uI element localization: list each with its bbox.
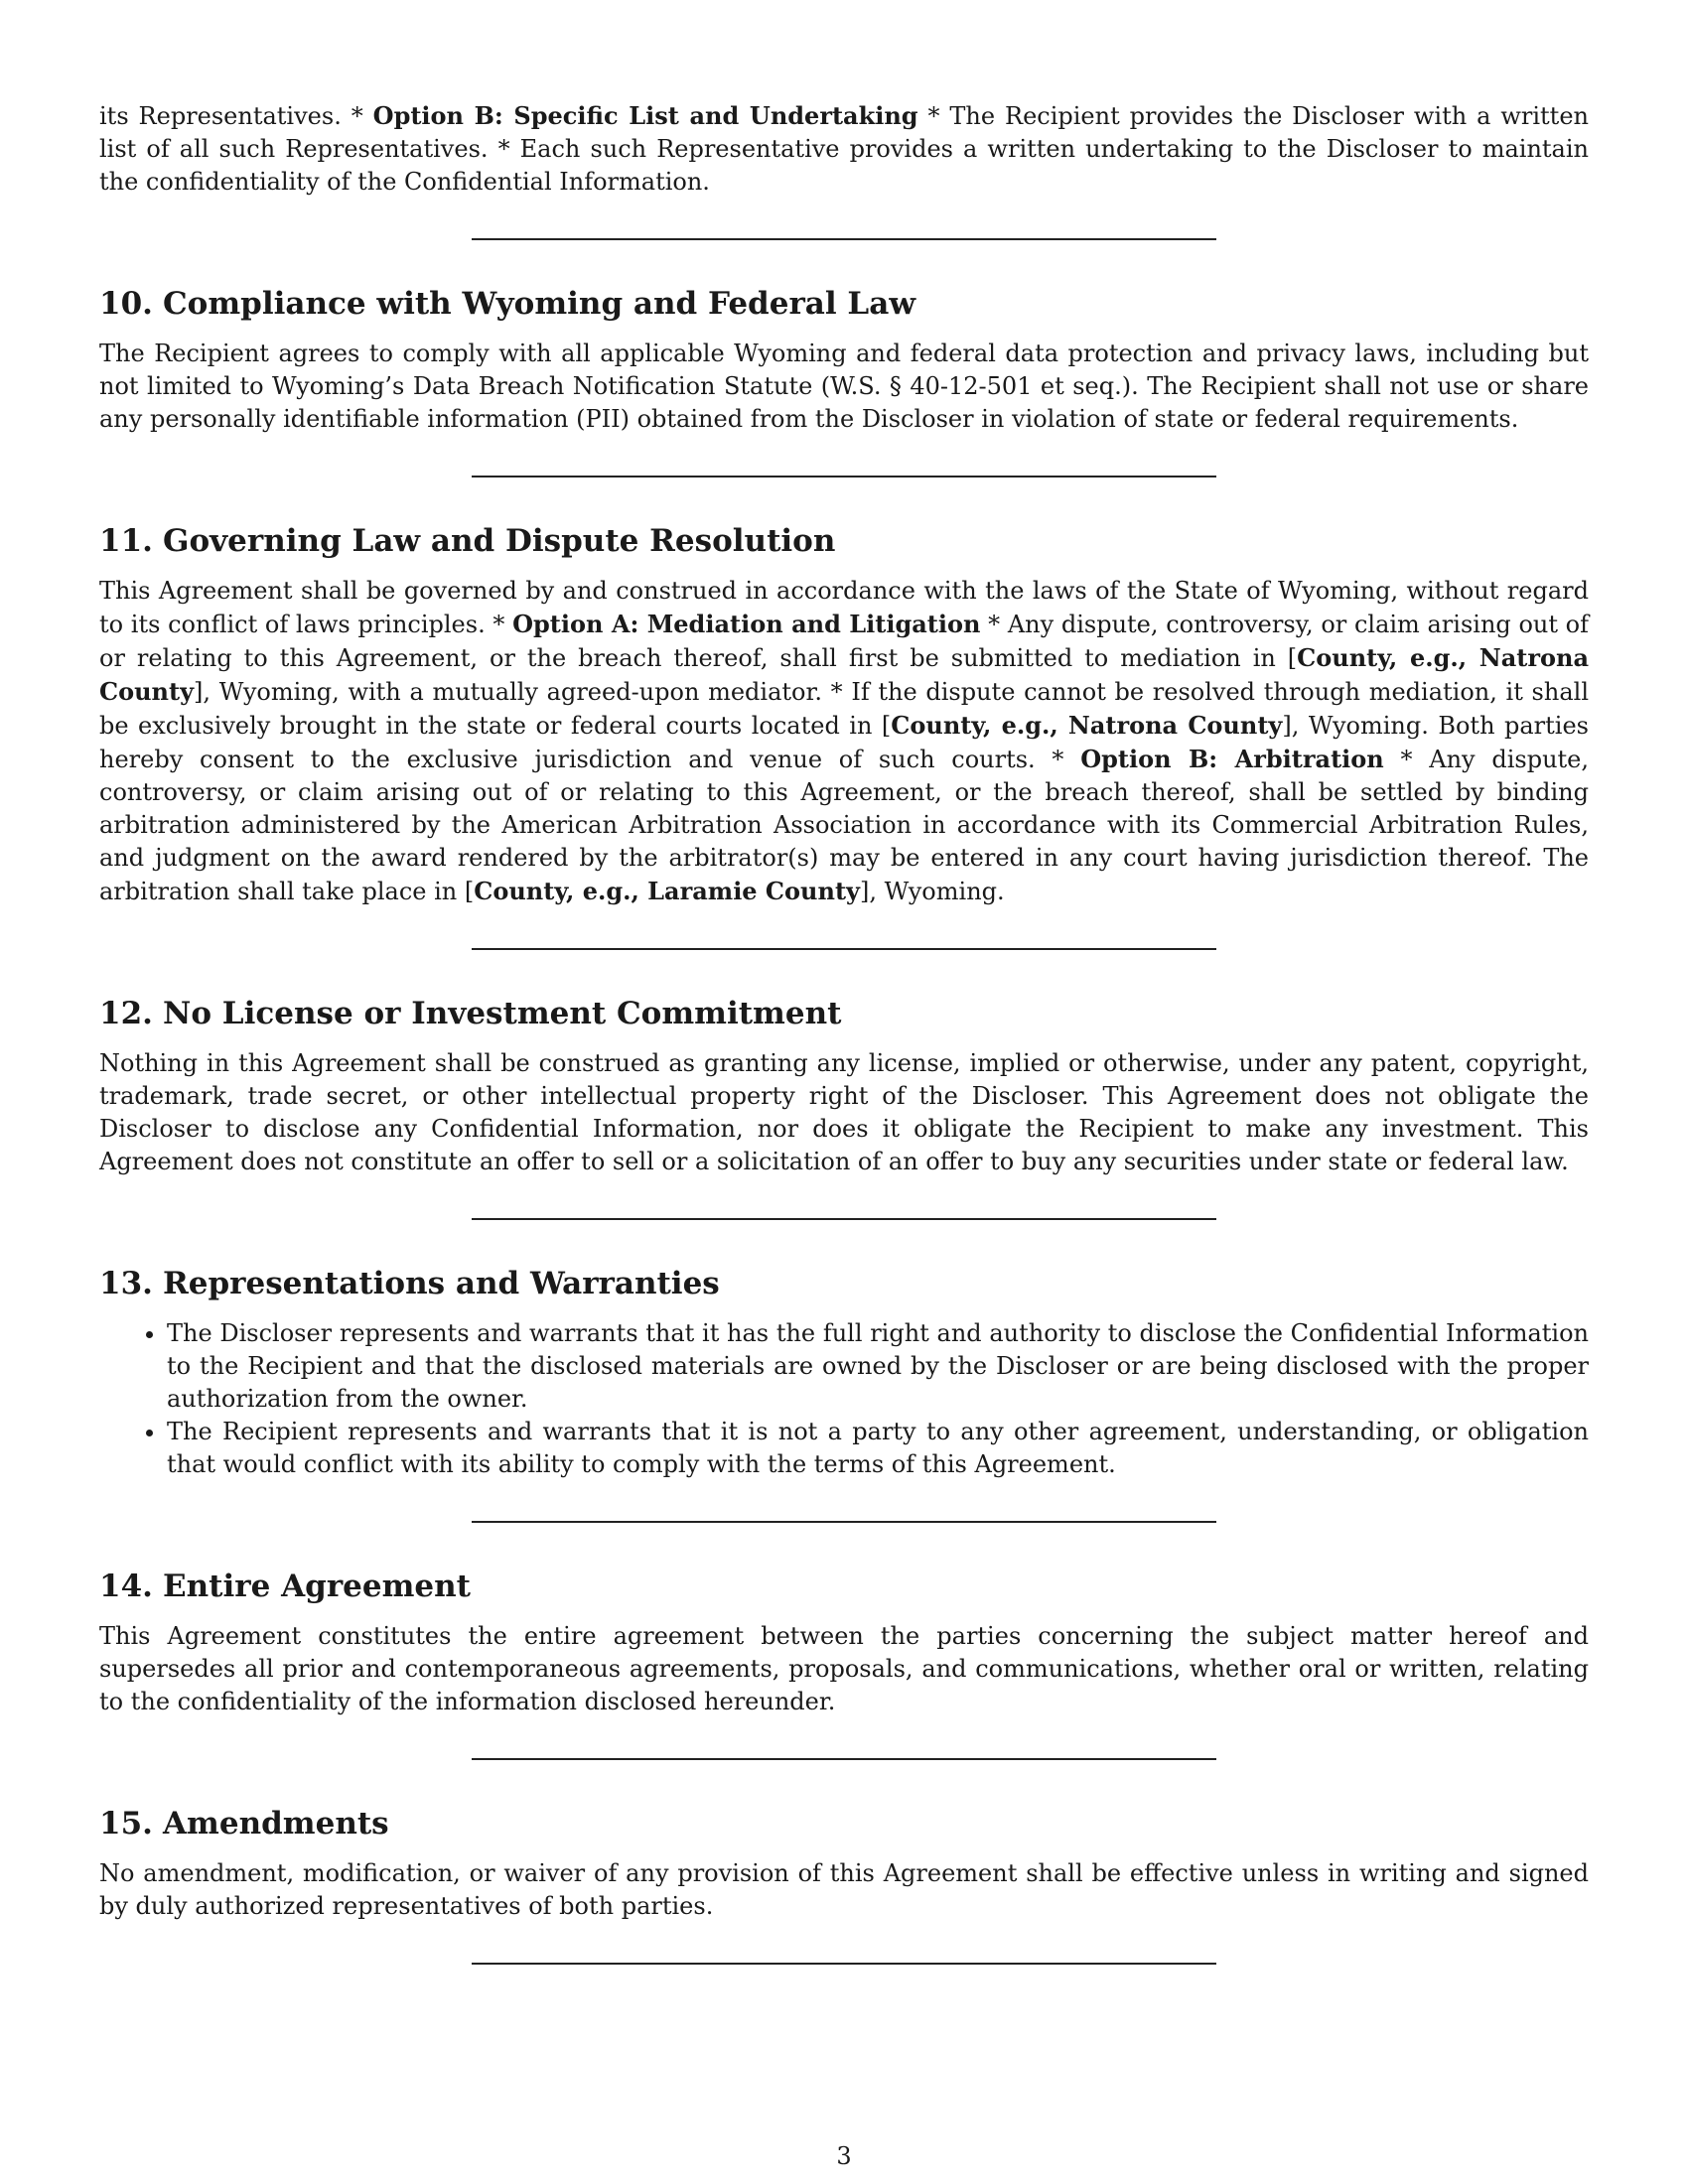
section-divider: [472, 238, 1216, 240]
option-b-heading: Option B: Arbitration: [1080, 745, 1384, 773]
option-a-heading: Option A: Mediation and Litigation: [512, 610, 981, 638]
section-title: Compliance with Wyoming and Federal Law: [163, 286, 916, 322]
section-divider: [472, 1218, 1216, 1220]
section-number: 15.: [99, 1806, 153, 1842]
section-number: 10.: [99, 286, 153, 322]
section-title: Amendments: [163, 1806, 389, 1842]
county-placeholder: County, e.g., Natrona County: [891, 711, 1283, 740]
section-divider: [472, 948, 1216, 950]
section-divider: [472, 1521, 1216, 1523]
section-divider: [472, 476, 1216, 478]
section-divider: [472, 1758, 1216, 1760]
section-12-heading: [99, 994, 1589, 1033]
county-placeholder: County, e.g., Natrona County: [99, 643, 1589, 706]
county-placeholder: County, e.g., Laramie County: [474, 877, 860, 905]
intro-text-1: its Representatives. *: [99, 102, 373, 130]
section-12-body: Nothing in this Agreement shall be construed as granting any license, implied or otherwise, under any patent, copyright, trademark, trade secret, or other intellectual property right of the Discloser. This Agreement does not obligate the Discloser to disclose any Confidential Information, nor does it obligate the Recipient to make any investment. This Agreement does not constitute an offer to sell or a solicitation of an offer to buy any securities under state or federal law.: [99, 1049, 1589, 1175]
section-13-heading: [99, 1264, 1589, 1303]
page-number: 3: [836, 2142, 852, 2170]
section-title: Entire Agreement: [163, 1569, 471, 1604]
section-title: Governing Law and Dispute Resolution: [163, 523, 836, 559]
section-title: Representations and Warranties: [163, 1266, 720, 1301]
list-item: • The Recipient represents and warrants that it is not a party to any other agreement, understanding, or obligation that would conflict with its ability to comply with the terms of this Agreement.: [167, 1416, 1589, 1481]
section-10-heading: [99, 284, 1589, 324]
option-b-heading: Option B: Specific List and Undertaking: [372, 101, 918, 130]
list-item: • The Discloser represents and warrants that it has the full right and authority to disclose the Confidential Information to the Recipient and that the disclosed materials are owned by the Discloser or are being disclosed with the proper authorization from the owner.: [167, 1317, 1589, 1416]
section-15-heading: [99, 1804, 1589, 1843]
section-title: No License or Investment Commitment: [163, 996, 842, 1031]
warranties-list: [99, 1317, 1589, 1481]
section-11-heading: [99, 521, 1589, 561]
section-number: 13.: [99, 1266, 153, 1301]
text-run: * Any dispute, controversy, or claim arising out of or relating to this Agreement, or the breach thereof, shall first be submitted to mediation in [: [99, 611, 1590, 672]
section-divider: [472, 1963, 1216, 1965]
text-run: ], Wyoming, with a mutually agreed-upon mediator. * If the dispute cannot be resolved through mediation, it shall be exclusively brought in the state or federal courts located in [: [99, 678, 1589, 740]
text-run: * Any dispute, controversy, or claim arising out of or relating to this Agreement, or the breach thereof, shall be settled by binding arbitration administered by the American Arbitration Association in accordance with its Commercial Arbitration Rules, and judgment on the award rendered by the arbitrator(s) may be entered in any court having jurisdiction thereof. The arbitration shall take place in [: [99, 746, 1590, 905]
text-run: This Agreement shall be governed by and construed in accordance with the laws of the State of Wyoming, without regard to its conflict of laws principles. *: [99, 577, 1589, 638]
section-11-body: [99, 575, 1589, 908]
section-number: 12.: [99, 996, 153, 1031]
intro-text-2: * The Recipient provides the Discloser with a written list of all such Representatives. * Each such Representative provides a written undertaking to the Discloser to maintain the confidentiality of the Confidential Information.: [99, 102, 1589, 196]
section-15-body: No amendment, modification, or waiver of any provision of this Agreement shall be effective unless in writing and signed by duly authorized representatives of both parties.: [99, 1859, 1589, 1920]
text-run: ], Wyoming. Both parties hereby consent to the exclusive jurisdiction and venue of such courts. *: [99, 712, 1589, 773]
section-number: 14.: [99, 1569, 153, 1604]
section-number: 11.: [99, 523, 153, 559]
document-page: [99, 99, 1589, 1965]
section-14-heading: [99, 1567, 1589, 1606]
section-14-body: This Agreement constitutes the entire agreement between the parties concerning the subject matter hereof and supersedes all prior and contemporaneous agreements, proposals, and communications, whether oral or written, relating to the confidentiality of the information disclosed hereunder.: [99, 1622, 1589, 1715]
text-run: ], Wyoming.: [859, 878, 1005, 905]
intro-paragraph: [99, 99, 1589, 199]
section-10-body: The Recipient agrees to comply with all applicable Wyoming and federal data protection and privacy laws, including but not limited to Wyoming’s Data Breach Notification Statute (W.S. § 40-12-501 et seq.). The Recipient shall not use or share any personally identifiable information (PII) obtained from the Discloser in violation of state or federal requirements.: [99, 340, 1589, 433]
